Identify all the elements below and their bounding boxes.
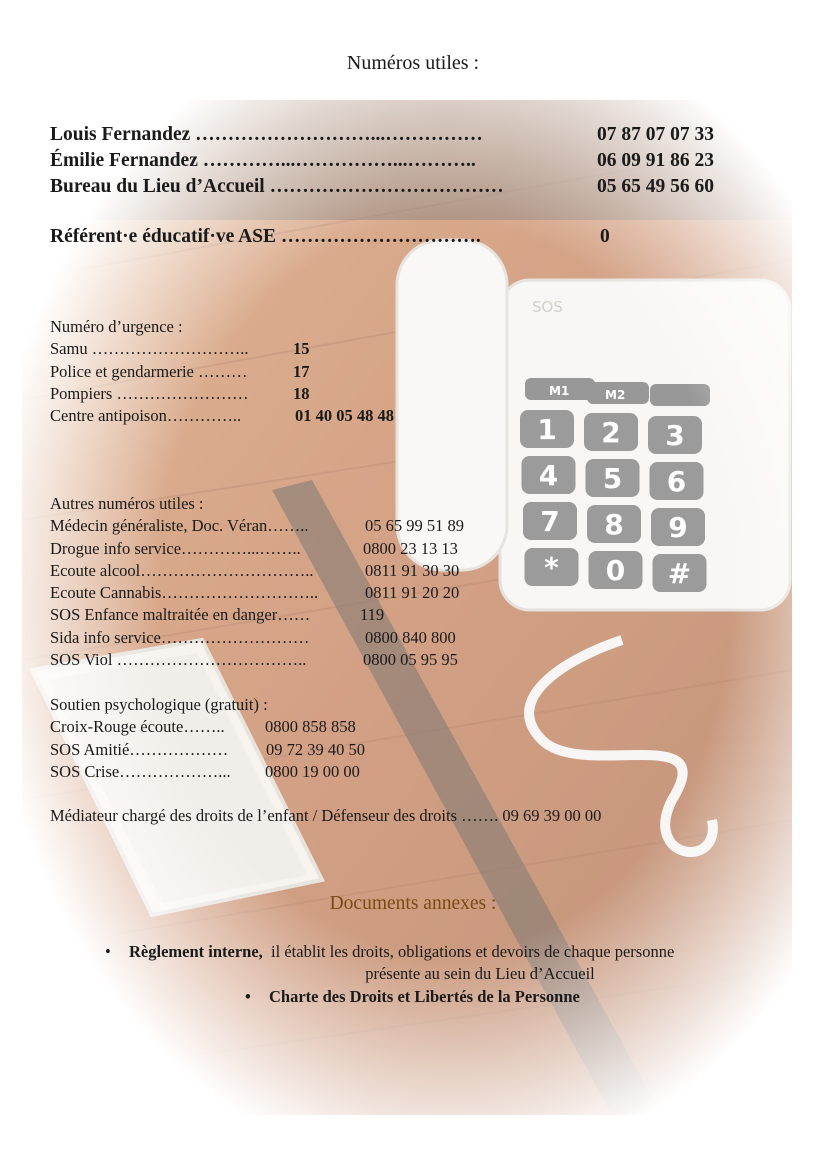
annex-item-charte	[245, 987, 580, 1007]
phone-key-label: 8	[604, 508, 624, 541]
mediateur-number: 09 69 39 00 00	[502, 806, 602, 825]
item-number: 05 65 99 51 89	[365, 516, 464, 536]
page-title: Numéros utiles :	[346, 52, 480, 74]
item-number: 0800 19 00 00	[265, 761, 360, 781]
item-number: 0800 23 13 13	[363, 538, 458, 558]
urgence-section	[50, 316, 394, 427]
bullet-icon: •	[105, 942, 111, 961]
contact-label: Émilie Fernandez …………...……………...………..	[50, 150, 476, 171]
mediateur-row	[50, 806, 601, 826]
contact-label: Louis Fernandez ………………………...……………	[50, 124, 483, 145]
item-label: Sida info service………………………	[50, 627, 310, 647]
phone-key-m1-label: M1	[549, 384, 570, 398]
contact-row	[50, 148, 714, 174]
phone-key-label: *	[544, 551, 559, 584]
referent-label: Référent·e éducatif·ve ASE ………………………….	[50, 226, 481, 247]
item-label: Médecin généraliste, Doc. Véran……..	[50, 516, 309, 536]
list-item	[50, 582, 460, 604]
phone-key-label: 9	[668, 511, 688, 544]
contact-number: 07 87 07 07 33	[597, 124, 714, 145]
list-item	[50, 761, 360, 783]
list-item	[50, 383, 310, 405]
item-label: Police et gendarmerie ………	[50, 361, 248, 381]
list-item	[50, 338, 310, 360]
item-number: 0800 05 95 95	[363, 650, 458, 670]
section-heading: Soutien psychologique (gratuit) :	[50, 695, 268, 714]
item-number: 09 72 39 40 50	[266, 739, 365, 759]
item-number: 01 40 05 48 48	[295, 406, 394, 426]
item-number: 0811 91 20 20	[365, 583, 460, 603]
soutien-section	[50, 694, 365, 783]
list-item	[50, 739, 365, 761]
list-item	[50, 538, 458, 560]
mediateur-label: Médiateur chargé des droits de l’enfant / Défenseur des droits …….	[50, 806, 499, 825]
contact-row	[50, 122, 714, 148]
annex-item-bold: Règlement interne,	[129, 942, 263, 961]
annex-item-bold: Charte des Droits et Libertés de la Personne	[269, 987, 580, 1006]
item-label: SOS Crise………………...	[50, 761, 231, 781]
phone-key-label: 0	[605, 554, 626, 587]
phone-key-label: 1	[537, 413, 557, 446]
list-item	[50, 604, 385, 626]
contact-label: Bureau du Lieu d’Accueil ………………………………	[50, 176, 504, 197]
list-item	[50, 716, 356, 738]
phone-key-m2-label: M2	[605, 388, 626, 402]
phone-key-label: 4	[538, 459, 559, 492]
item-number: 17	[293, 361, 310, 381]
item-number: 0800 858 858	[265, 717, 356, 737]
referent-number: 0	[600, 226, 610, 247]
item-number: 119	[360, 605, 385, 625]
item-label: Ecoute Cannabis………………………..	[50, 583, 319, 603]
list-item	[50, 627, 456, 649]
annex-item-text-line2: présente au sein du Lieu d’Accueil	[365, 964, 595, 983]
phone-key-label: 3	[665, 419, 685, 452]
list-item	[50, 649, 458, 671]
item-label: SOS Enfance maltraitée en danger……	[50, 605, 311, 625]
contact-number: 06 09 91 86 23	[597, 150, 714, 171]
annex-item-text: il établit les droits, obligations et devoirs de chaque personne	[271, 942, 675, 961]
item-number: 0800 840 800	[365, 627, 456, 647]
phone-key-label: 7	[540, 505, 560, 538]
list-item	[50, 361, 310, 383]
item-number: 0811 91 30 30	[365, 560, 460, 580]
item-label: Samu ………………………..	[50, 339, 249, 359]
list-item	[50, 515, 464, 537]
autres-section	[50, 493, 464, 671]
phone-key-label: 5	[602, 462, 623, 495]
phone-key-label: #	[667, 557, 692, 590]
list-item	[50, 560, 460, 582]
section-heading: Numéro d’urgence :	[50, 317, 183, 336]
contact-number: 05 65 49 56 60	[597, 176, 714, 197]
item-label: SOS Viol ……………………………..	[50, 650, 307, 670]
bullet-icon: •	[245, 987, 251, 1006]
item-number: 15	[293, 339, 310, 359]
referent-row	[50, 226, 610, 248]
section-heading: Autres numéros utiles :	[50, 494, 204, 513]
item-label: Croix-Rouge écoute……..	[50, 717, 225, 737]
list-item	[50, 405, 394, 427]
annex-item-reglement	[105, 941, 785, 985]
phone-key-label: 6	[666, 465, 687, 498]
item-label: Ecoute alcool…………………………..	[50, 560, 314, 580]
phone-key-label: 2	[601, 416, 621, 449]
item-label: Centre antipoison…………..	[50, 406, 242, 426]
contact-row	[50, 174, 714, 200]
annexes-title: Documents annexes :	[329, 893, 497, 914]
contacts-list	[50, 122, 714, 200]
item-label: Drogue info service…………...……..	[50, 538, 301, 558]
item-label: SOS Amitié………………	[50, 739, 229, 759]
item-label: Pompiers ……………………	[50, 383, 249, 403]
phone-brand-label: SOS	[532, 298, 563, 316]
item-number: 18	[293, 383, 310, 403]
